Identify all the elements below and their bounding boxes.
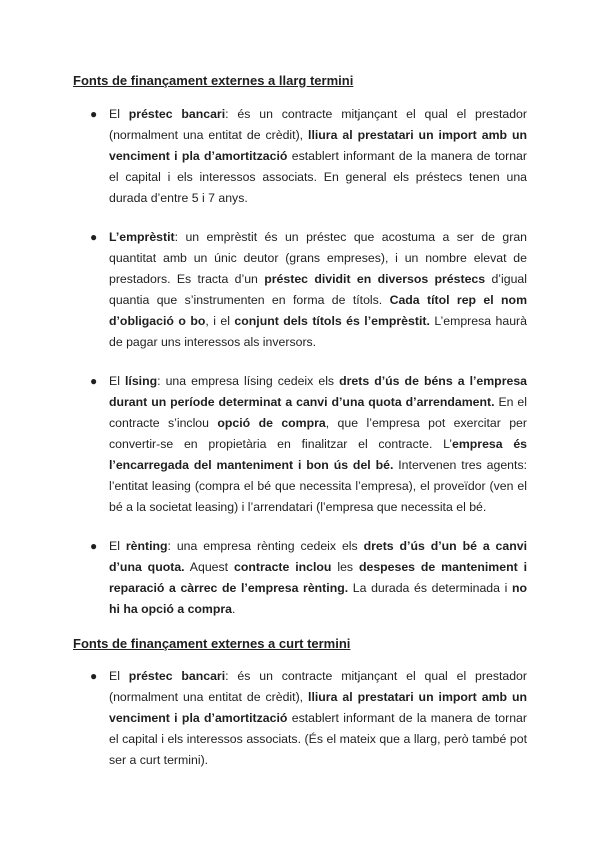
bold-text: contracte inclou [233, 560, 332, 574]
bullet-list-long-term [0, 104, 600, 638]
bold-text: opció de compra [217, 416, 326, 430]
bullet-icon: ● [90, 107, 98, 121]
text-run: : és un contracte mitjançant el qual el prestador (normalment una entitat de crèdit), [109, 107, 527, 142]
list-item [0, 371, 527, 518]
text-run: El [109, 669, 129, 683]
bold-text: lliura al prestatari un import amb un venciment i pla d’amortització [109, 690, 527, 725]
bold-text: drets d’ús d’un bé a canvi d’una quota. [109, 539, 527, 574]
bold-text: lliura al prestatari un import amb un venciment i pla d’amortització [109, 128, 527, 163]
text-run: d’igual quantia que s’instrumenten en forma de títols. [109, 272, 528, 307]
text-run: El [109, 539, 126, 553]
text-run: establert informant de la manera de tornar el capital i els interessos associats. En general els préstecs tenen una durada d’entre 5 i 7 anys. [109, 149, 527, 205]
list-item [0, 666, 527, 771]
text-run: , que l’empresa pot exercitar per convertir-se en propietària en finalitzar el contracte. L’ [109, 416, 527, 451]
text-run: les [331, 560, 359, 574]
bold-text: préstec bancari [128, 107, 226, 121]
text-run: La durada és determinada i [348, 581, 512, 595]
bullet-list-short-term [0, 666, 600, 789]
bold-text: no hi ha opció a compra [109, 581, 527, 616]
text-run: : és un contracte mitjançant el qual el prestador (normalment una entitat de crèdit), [109, 669, 527, 704]
text-run: : una empresa rènting cedeix els [167, 539, 364, 553]
paragraph [109, 371, 527, 518]
bold-text: drets d’ús de béns a l’empresa durant un període determinat a canvi d’una quota d’arrendament. [109, 374, 527, 409]
bold-text: conjunt dels títols és l’emprèstit. [234, 314, 430, 328]
section-heading-short-term: Fonts de finançament externes a curt termini [73, 636, 351, 651]
bold-text: L’emprèstit [109, 230, 175, 244]
bold-text: lísing [124, 374, 158, 388]
text-run: establert informant de la manera de tornar el capital i els interessos associats. (És el mateix que a llarg, però també pot ser a curt termini). [109, 711, 527, 767]
text-run: El [109, 107, 129, 121]
bold-text: empresa és l’encarregada del manteniment i bon ús del bé. [109, 437, 528, 472]
text-run: , i el [205, 314, 235, 328]
text-run: Intervenen tres agents: l’entitat leasing (compra el bé que necessita l’empresa), el proveïdor (ven el bé a la societat leasing) i l’arrendatari (l’empresa que necessita el bé. [109, 458, 528, 514]
bold-text: préstec dividit en diversos préstecs [264, 272, 486, 286]
text-run: En el contracte s’inclou [109, 395, 528, 430]
text-run: : una empresa lísing cedeix els [157, 374, 340, 388]
text-run: Aquest [184, 560, 234, 574]
list-item [0, 227, 527, 353]
section-heading-long-term: Fonts de finançament externes a llarg termini [73, 73, 354, 88]
paragraph [109, 104, 527, 209]
bullet-icon: ● [90, 669, 98, 683]
text-run: L’empresa haurà de pagar uns interessos als inversors. [109, 314, 527, 349]
text-run: . [232, 602, 236, 616]
bullet-icon: ● [90, 374, 98, 388]
list-item [0, 104, 527, 209]
bold-text: rènting [125, 539, 168, 553]
bold-text: Cada títol rep el nom d’obligació o bo [109, 293, 527, 328]
paragraph [109, 666, 527, 771]
list-item [0, 536, 527, 620]
bold-text: despeses de manteniment i reparació a càrrec de l’empresa rènting. [109, 560, 527, 595]
bullet-icon: ● [90, 230, 98, 244]
paragraph [109, 227, 527, 353]
paragraph [109, 536, 527, 620]
bullet-icon: ● [90, 539, 98, 553]
text-run: El [109, 374, 125, 388]
text-run: : un emprèstit és un préstec que acostuma a ser de gran quantitat amb un únic deutor (grans empreses), i un nombre elevat de prestadors. Es tracta d’un [109, 230, 527, 286]
bold-text: préstec bancari [128, 669, 226, 683]
